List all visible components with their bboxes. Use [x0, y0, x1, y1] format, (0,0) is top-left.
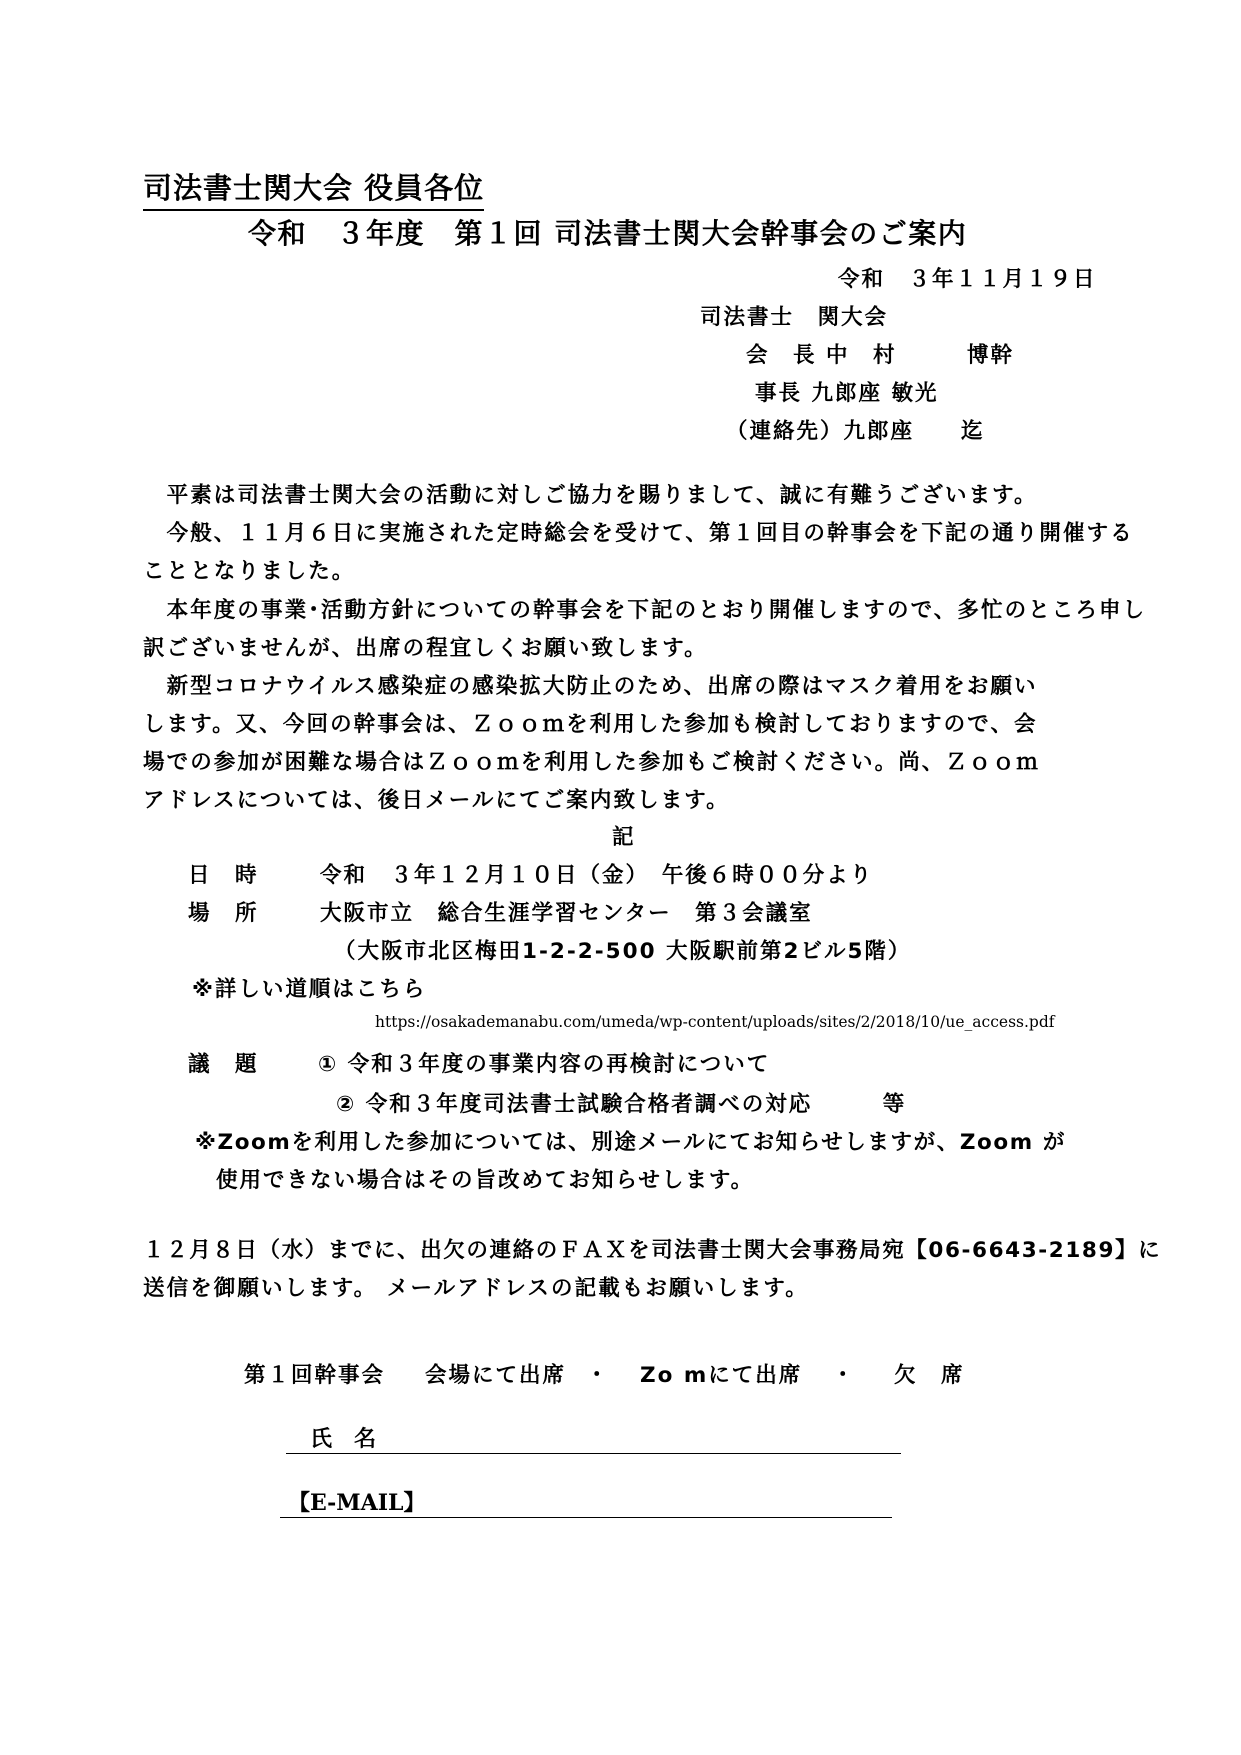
ki-heading: 記 [612, 825, 636, 850]
contact-person: （連絡先）九郎座 迄 [726, 419, 985, 444]
paragraph-line: 平素は司法書士関大会の活動に対しご協力を賜りまして、誠に有難うございます。 [143, 483, 1038, 508]
paragraph-line: 今般、１１月６日に実施された定時総会を受けて、第１回目の幹事会を下記の通り開催する [143, 521, 1134, 546]
attendance-option-zoom[interactable]: Zo mにて出席 [640, 1363, 803, 1388]
document-title: 令和 ３年度 第１回 司法書士関大会幹事会のご案内 [248, 217, 968, 250]
paragraph-line: 場での参加が困難な場合はＺｏｏｍを利用した参加もご検討ください。尚、Ｚｏｏｍ [143, 750, 1040, 775]
attendance-meeting-label: 第１回幹事会 [244, 1363, 386, 1388]
attendance-option-venue[interactable]: 会場にて出席 [425, 1363, 567, 1388]
datetime-label: 日 時 [188, 863, 259, 888]
zoom-note: ※Zoomを利用した参加については、別途メールにてお知らせしますが、Zoom が [195, 1130, 1066, 1155]
place-label: 場 所 [188, 901, 259, 926]
issue-date: 令和 ３年１１月１９日 [838, 267, 1097, 292]
directions-link[interactable]: https://osakademanabu.com/umeda/wp-content/uploads/sites/2/2018/10/ue_access.pdf [375, 1013, 1055, 1031]
zoom-note: 使用できない場合はその旨改めてお知らせします。 [216, 1168, 755, 1193]
directions-note: ※詳しい道順はこちら [192, 977, 427, 1002]
datetime-value: 令和 ３年１２月１０日（金） 午後６時００分より [320, 863, 874, 888]
attendance-option-absent[interactable]: 欠 席 [894, 1363, 965, 1388]
paragraph-line: します。又、今回の幹事会は、Ｚｏｏｍを利用した参加も検討しておりますので、会 [143, 712, 1038, 737]
attendance-separator: ・ [586, 1363, 610, 1388]
name-field[interactable] [286, 1422, 901, 1454]
organization-name: 司法書士 関大会 [700, 305, 889, 330]
place-value: 大阪市立 総合生涯学習センター 第３会議室 [320, 901, 813, 926]
paragraph-line: こととなりました。 [143, 559, 356, 584]
fax-notice-line: 送信を御願いします。 メールアドレスの記載もお願いします。 [143, 1276, 809, 1301]
agenda-item: ① 令和３年度の事業内容の再検討について [318, 1052, 771, 1077]
paragraph-line: 本年度の事業･活動方針についての幹事会を下記のとおり開催しますので、多忙のところ申し [143, 598, 1147, 623]
paragraph-line: 訳ございませんが、出席の程宜しくお願い致します。 [143, 636, 708, 661]
agenda-label: 議 題 [188, 1052, 259, 1077]
name-field-label: 氏 名 [310, 1427, 377, 1452]
email-field-label: 【E-MAIL】 [288, 1490, 426, 1516]
paragraph-line: 新型コロナウイルス感染症の感染拡大防止のため、出席の際はマスク着用をお願い [143, 674, 1038, 699]
email-field[interactable] [280, 1486, 892, 1518]
recipient-heading: 司法書士関大会 役員各位 [143, 166, 484, 211]
place-address: （大阪市北区梅田1-2-2-500 大阪駅前第2ビル5階） [334, 939, 912, 964]
agenda-item: ② 令和３年度司法書士試験合格者調べの対応 等 [336, 1092, 907, 1117]
attendance-separator: ・ [832, 1363, 856, 1388]
secretary-name: 事長 九郎座 敏光 [755, 381, 939, 406]
president-name: 会 長 中 村 博幹 [746, 343, 1014, 368]
fax-notice-line: １２月８日（水）までに、出欠の連絡のＦＡＸを司法書士関大会事務局宛【06-6643-2189】に [143, 1238, 1162, 1263]
paragraph-line: アドレスについては、後日メールにてご案内致します。 [143, 788, 730, 813]
